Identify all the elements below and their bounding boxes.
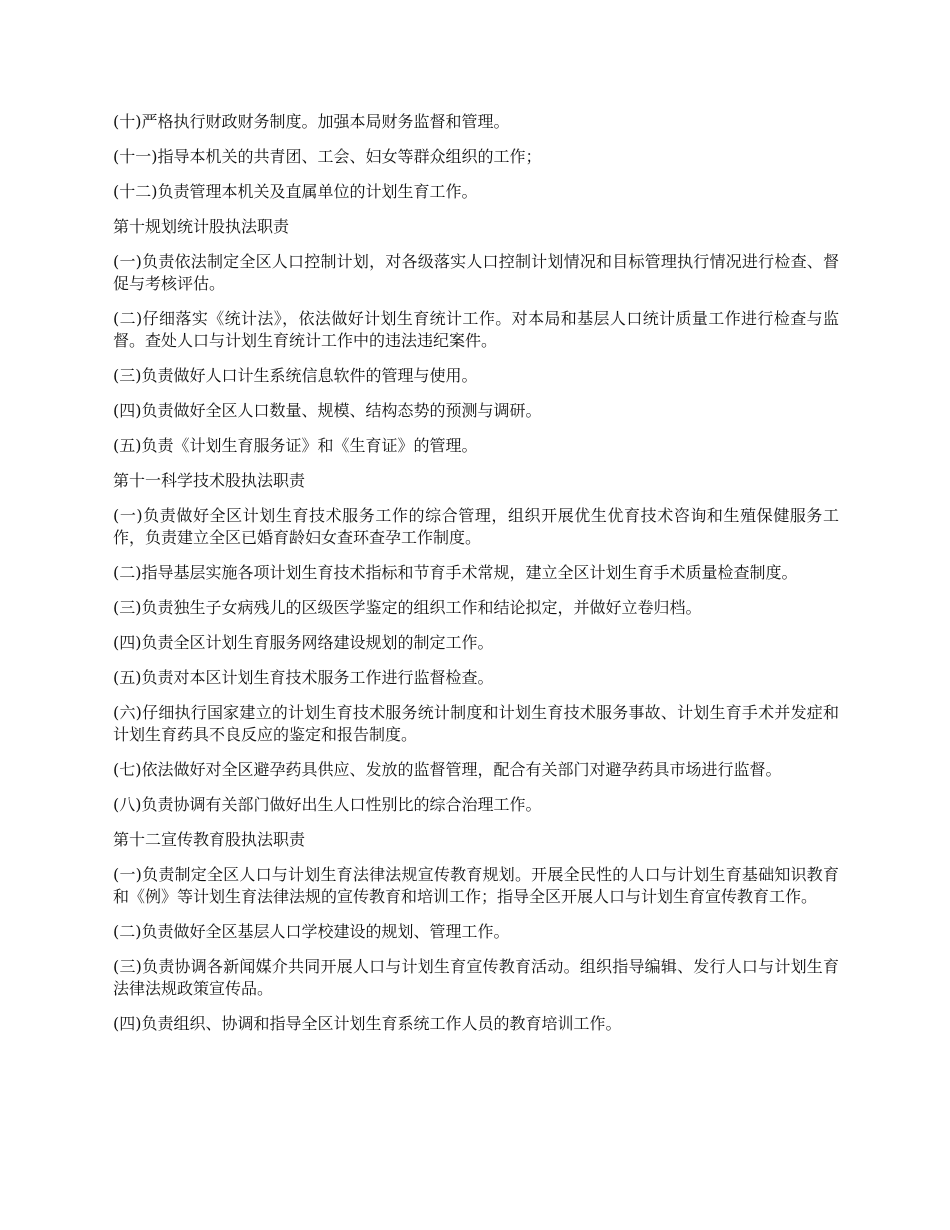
item-population-control-plan: (一)负责依法制定全区人口控制计划，对各级落实人口控制计划情况和目标管理执行情况进行检查、督促与考核评估。 [113, 252, 839, 293]
item-population-forecast: (四)负责做好全区人口数量、规模、结构态势的预测与调研。 [113, 401, 542, 420]
item-population-schools: (二)负责做好全区基层人口学校建设的规划、管理工作。 [113, 922, 510, 941]
section-heading-publicity-education: 第十二宣传教育股执法职责 [113, 830, 306, 849]
item-sex-ratio: (八)负责协调有关部门做好出生人口性别比的综合治理工作。 [113, 795, 542, 814]
item-staff-training: (四)负责组织、协调和指导全区计划生育系统工作人员的教育培训工作。 [113, 1014, 622, 1033]
item-technical-services: (一)负责做好全区计划生育技术服务工作的综合管理，组织开展优生优育技术咨询和生殖保健服务工作，负责建立全区已婚育龄妇女查环查孕工作制度。 [113, 506, 839, 547]
item-medical-appraisal: (三)负责独生子女病残儿的区级医学鉴定的组织工作和结论拟定，并做好立卷归档。 [113, 598, 702, 617]
item-information-software: (三)负责做好人口计生系统信息软件的管理与使用。 [113, 366, 478, 385]
item-statistics-law: (二)仔细落实《统计法》，依法做好计划生育统计工作。对本局和基层人口统计质量工作进行检查与监督。查处人口与计划生育统计工作中的违法违纪案件。 [113, 309, 839, 350]
section-heading-science-technology: 第十一科学技术股执法职责 [113, 471, 306, 490]
item-surgery-quality: (二)指导基层实施各项计划生育技术指标和节育手术常规，建立全区计划生育手术质量检查制度。 [113, 563, 798, 582]
item-finance: (十)严格执行财政财务制度。加强本局财务监督和管理。 [113, 112, 510, 131]
item-reporting-system: (六)仔细执行国家建立的计划生育技术服务统计制度和计划生育技术服务事故、计划生育手术并发症和计划生育药具不良反应的鉴定和报告制度。 [113, 703, 839, 744]
item-service-network: (四)负责全区计划生育服务网络建设规划的制定工作。 [113, 633, 494, 652]
item-media-coordination: (三)负责协调各新闻媒介共同开展人口与计划生育宣传教育活动。组织指导编辑、发行人口与计划生育法律法规政策宣传品。 [113, 957, 839, 998]
section-heading-planning-statistics: 第十规划统计股执法职责 [113, 217, 290, 236]
item-internal-family-planning: (十二)负责管理本机关及直属单位的计划生育工作。 [113, 182, 478, 201]
document-page [113, 111, 839, 1048]
item-publicity-plan: (一)负责制定全区人口与计划生育法律法规宣传教育规划。开展全民性的人口与计划生育基础知识教育和《例》等计划生育法律法规的宣传教育和培训工作；指导全区开展人口与计划生育宣传教育工作。 [113, 865, 839, 906]
item-contraceptive-supply: (七)依法做好对全区避孕药具供应、发放的监督管理，配合有关部门对避孕药具市场进行监督。 [113, 760, 782, 779]
item-mass-organizations: (十一)指导本机关的共青团、工会、妇女等群众组织的工作； [113, 147, 542, 166]
item-certificates: (五)负责《计划生育服务证》和《生育证》的管理。 [113, 436, 478, 455]
item-supervision: (五)负责对本区计划生育技术服务工作进行监督检查。 [113, 668, 494, 687]
